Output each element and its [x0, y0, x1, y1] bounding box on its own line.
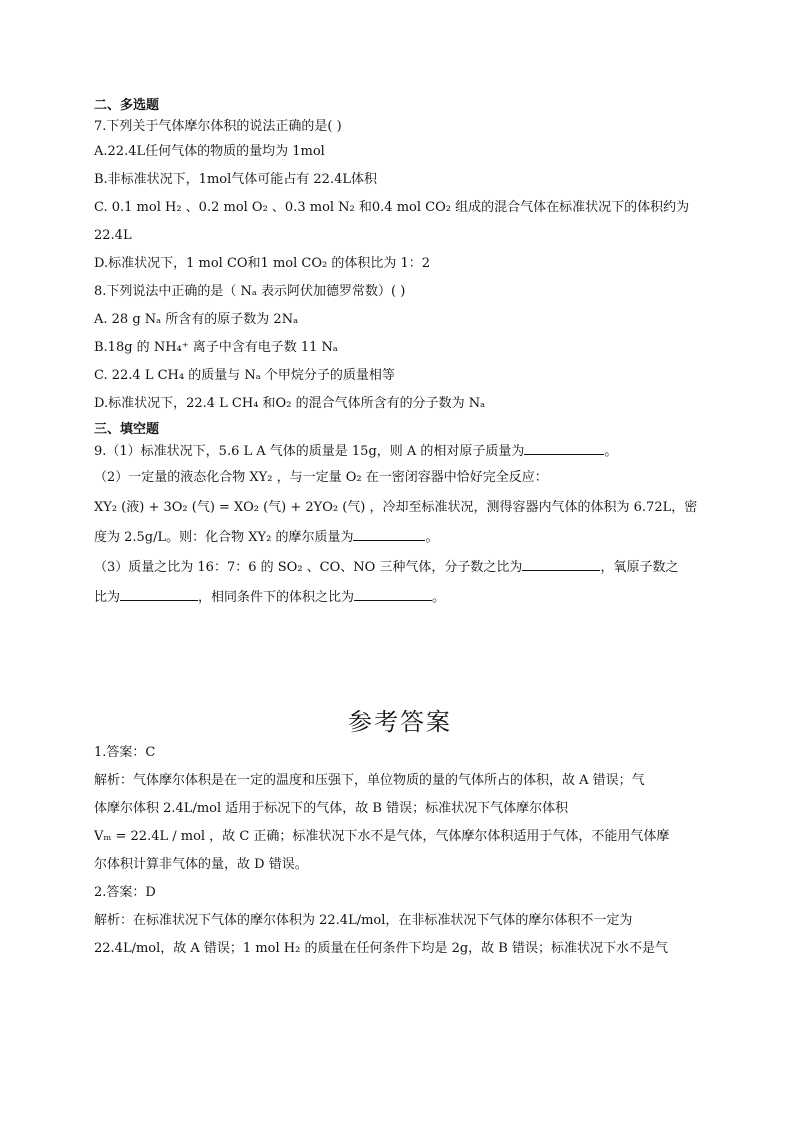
- explanation-1-line-3: Vₘ = 22.4L / mol ，故 C 正确；标准状况下水不是气体，气体摩尔体积适用于气体，不能用气体摩: [94, 829, 670, 844]
- question-9-part-3-text-2: ，氧原子数之: [600, 560, 679, 575]
- document-content: [94, 94, 706, 963]
- question-9-part-3-end: 。: [432, 590, 446, 605]
- explanation-2-line-1: 解析：在标准状况下气体的摩尔体积为 22.4L/mol，在非标准状况下气体的摩尔体积不一定为: [94, 913, 633, 928]
- question-9-part-3-text: （3）质量之比为 16：7：6 的 SO₂ 、CO、NO 三种气体，分子数之比为: [94, 560, 523, 575]
- question-8-option-b: B.18g 的 NH₄⁺ 离子中含有电子数 11 Nₐ: [94, 340, 338, 355]
- question-9-part-1: [94, 440, 706, 463]
- question-7-stem: 7.下列关于气体摩尔体积的说法正确的是( ): [94, 119, 342, 134]
- question-8-option-d: D.标准状况下，22.4 L CH₄ 和O₂ 的混合气体所含有的分子数为 Nₐ: [94, 396, 486, 411]
- explanation-1-line-2: 体摩尔体积 2.4L/mol 适用于标况下的气体，故 B 错误；标准状况下气体摩尔体积: [94, 801, 569, 816]
- explanation-2-line-2: 22.4L/mol，故 A 错误；1 mol H₂ 的质量在任何条件下均是 2g，故 B 错误；标准状况下水不是气: [94, 941, 668, 956]
- question-9-part-2-line-3: [94, 523, 706, 553]
- question-8-stem: 8.下列说法中正确的是（ Nₐ 表示阿伏加德罗常数）( ): [94, 284, 406, 299]
- question-7-option-c-cont: 22.4L: [94, 228, 132, 243]
- question-7-option-c: C. 0.1 mol H₂ 、0.2 mol O₂ 、0.3 mol N₂ 和0.4 mol CO₂ 组成的混合气体在标准状况下的体积约为: [94, 200, 690, 215]
- answer-2: 2.答案：D: [94, 885, 156, 900]
- question-7-option-d: D.标准状况下，1 mol CO和1 mol CO₂ 的体积比为 1：2: [94, 256, 431, 271]
- question-7-option-b: B.非标准状况下，1mol气体可能占有 22.4L体积: [94, 172, 377, 187]
- question-8-option-c: C. 22.4 L CH₄ 的质量与 Nₐ 个甲烷分子的质量相等: [94, 368, 395, 383]
- explanation-1-line-4: 尔体积计算非气体的量，故 D 错误。: [94, 857, 308, 872]
- question-9-part-2-line-2: XY₂ (液) + 3O₂ (气) = XO₂ (气) + 2YO₂ (气) ，冷却至标准状况，测得容器内气体的体积为 6.72L，密: [94, 500, 698, 515]
- question-9-part-1-end: 。: [604, 444, 618, 459]
- question-8-option-a: A. 28 g Nₐ 所含有的原子数为 2Nₐ: [94, 312, 299, 327]
- question-7-option-a: A.22.4L任何气体的物质的量均为 1mol: [94, 144, 325, 159]
- answer-blank[interactable]: [120, 586, 198, 601]
- question-9-part-3-text-4: ，相同条件下的体积之比为: [198, 590, 355, 605]
- explanation-1-line-1: 解析：气体摩尔体积是在一定的温度和压强下，单位物质的量的气体所占的体积，故 A 错误；气: [94, 773, 645, 788]
- answer-1: 1.答案：C: [94, 745, 156, 760]
- section-heading-multiple-choice: 二、多选题: [94, 98, 160, 113]
- question-9-part-1-text: 9.（1）标准状况下，5.6 L A 气体的质量是 15g，则 A 的相对原子质量为: [94, 444, 525, 459]
- question-9-part-3-line-1: [94, 553, 706, 583]
- question-9-part-2-text: 度为 2.5g/L。则：化合物 XY₂ 的摩尔质量为: [94, 530, 354, 545]
- answer-blank[interactable]: [522, 556, 600, 571]
- question-9-part-2-end: 。: [425, 530, 439, 545]
- section-heading-fill-in: 三、填空题: [94, 422, 160, 437]
- question-9-part-3-text-3: 比为: [94, 590, 121, 605]
- question-9-part-2-line-1: （2）一定量的液态化合物 XY₂ ，与一定量 O₂ 在一密闭容器中恰好完全反应：: [94, 470, 548, 485]
- answer-blank[interactable]: [524, 440, 604, 455]
- question-9-part-3-line-2: [94, 583, 706, 613]
- answers-title: 参考答案: [348, 708, 452, 736]
- answer-blank[interactable]: [353, 526, 425, 541]
- answer-blank[interactable]: [354, 586, 432, 601]
